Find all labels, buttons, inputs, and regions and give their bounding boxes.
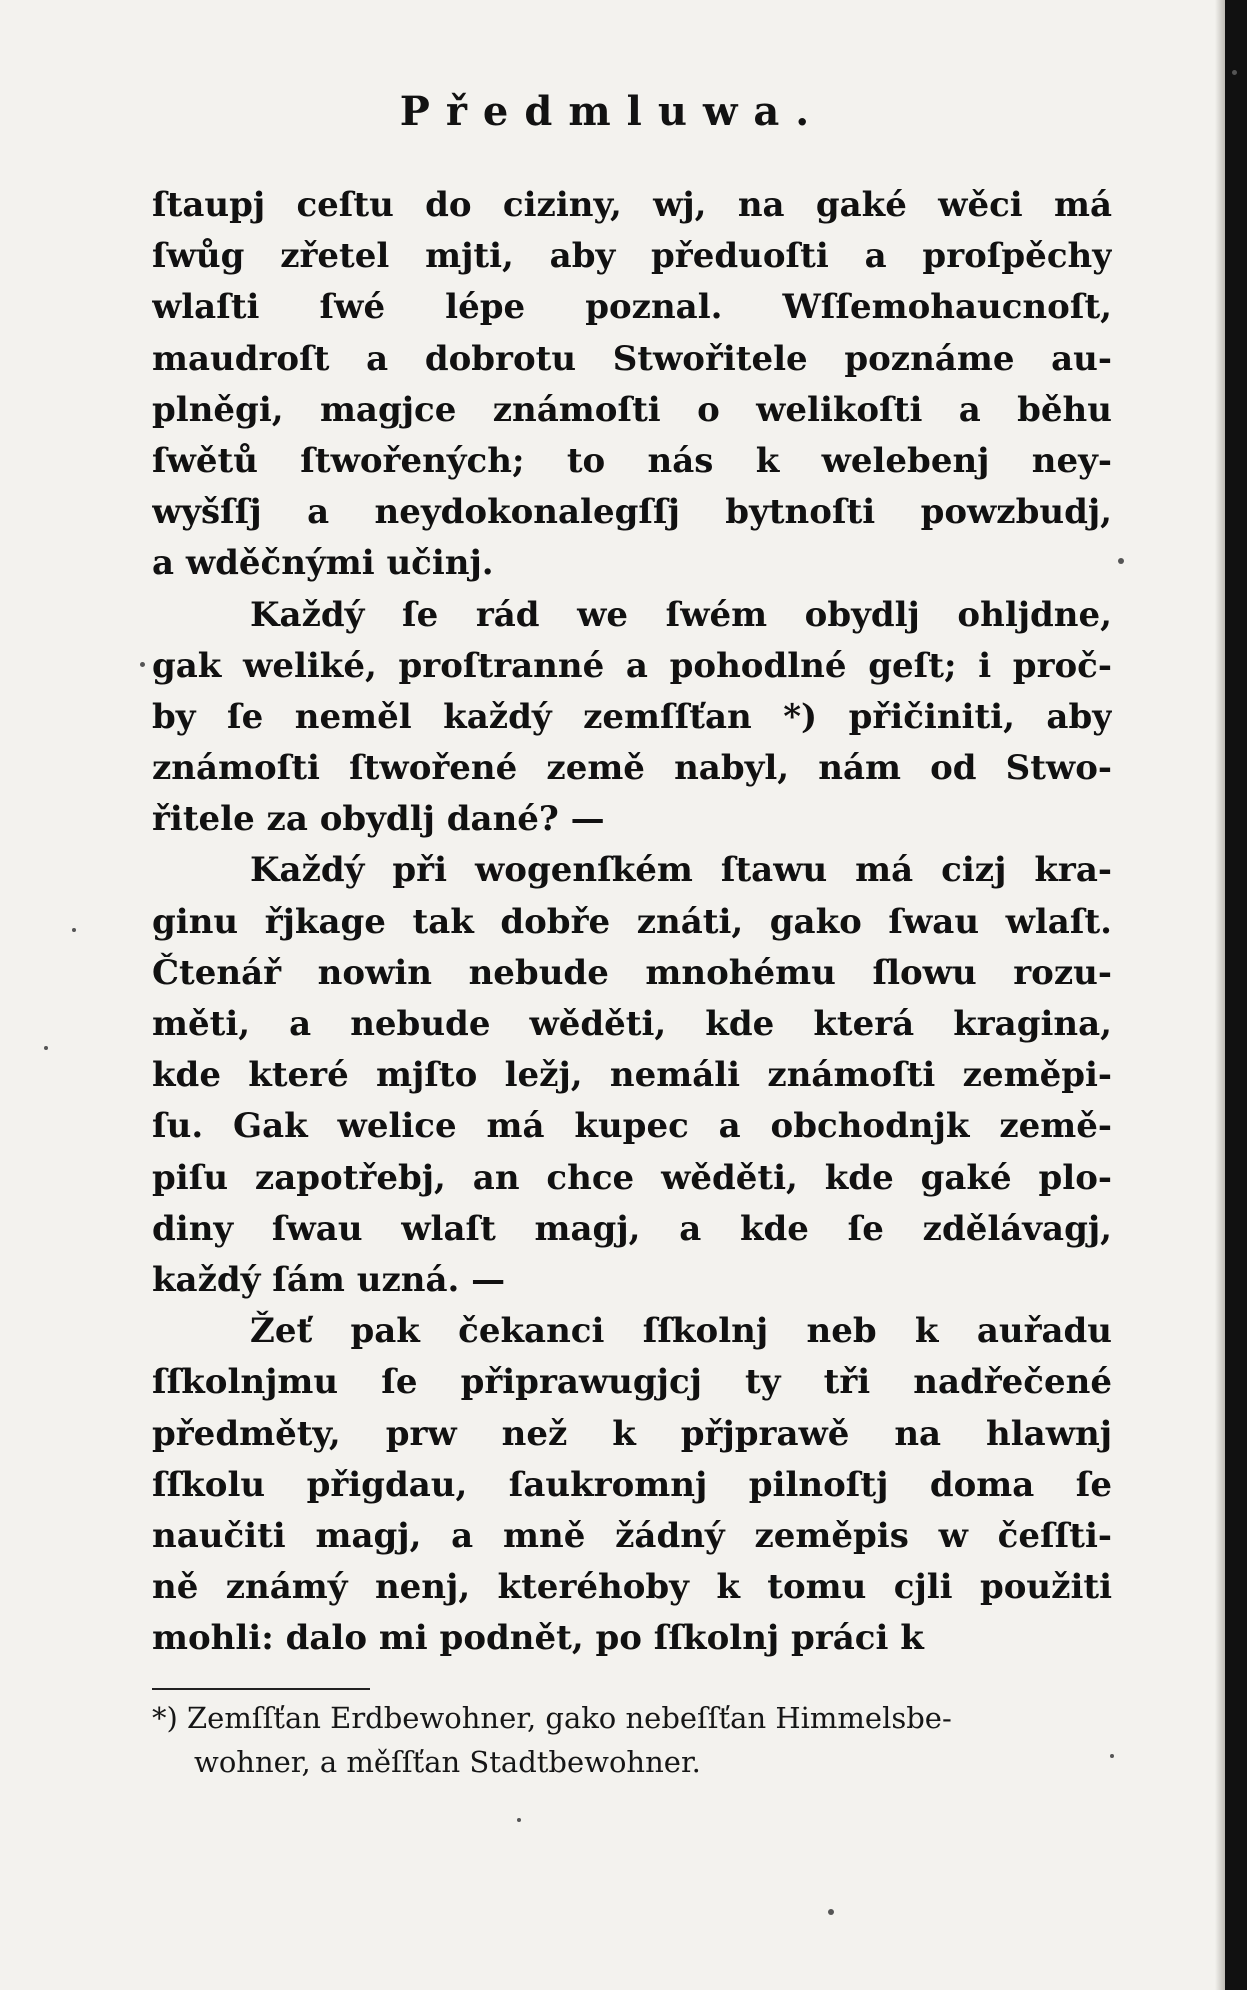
text-line: řitele za obydlj dané? — (152, 799, 605, 840)
text-line: gak weliké, proſtranné a pohodlné geſt; i proč- (152, 645, 1112, 686)
text-line: měti, a nebude wěděti, kde která kragina, (152, 1004, 1112, 1044)
footnote (152, 1696, 1112, 1784)
body-text (152, 180, 1112, 1664)
text-line: by ſe neměl každý zemſſťan *) přičiniti, aby (152, 696, 1112, 737)
print-speck (1110, 1754, 1114, 1758)
print-speck (44, 1046, 48, 1050)
text-line: Každý při wogenſkém ſtawu má cizj kra- (250, 850, 1112, 891)
text-line: Čtenář nowin nebude mnohému ſlowu rozu- (152, 952, 1112, 993)
print-speck (140, 662, 145, 667)
text-line: Každý ſe rád we ſwém obydlj ohljdne, (250, 594, 1112, 635)
footnote-line: *) Zemſſťan Erdbewohner, gako nebeſſťan Himmelsbe- (152, 1701, 952, 1735)
text-line: plněgi, magjce známoſti o welikoſti a běhu (152, 389, 1112, 430)
text-line: mohli: dalo mi podnět, po ſſkolnj práci k (152, 1618, 924, 1659)
print-speck (517, 1818, 521, 1822)
text-line: ně známý nenj, kteréhoby k tomu cjli použiti (152, 1567, 1112, 1608)
text-line: ſſkolnjmu ſe připrawugjcj ty tři nadřečené (152, 1362, 1112, 1403)
text-line: každý ſám uzná. — (152, 1259, 506, 1300)
text-line: wlaſti ſwé lépe poznal. Wſſemohaucnoſt, (152, 287, 1112, 328)
text-line: wyšſſj a neydokonalegſſj bytnoſti powzbudj, (152, 492, 1112, 533)
text-line: ſſkolu přigdau, ſaukromnj pilnoſtj doma ſe (152, 1464, 1112, 1505)
text-line: diny ſwau wlaſt magj, a kde ſe zdělávagj, (152, 1208, 1112, 1249)
text-line: naučiti magj, a mně žádný zeměpis w čeſſti- (152, 1515, 1112, 1556)
text-line: Žeť pak čekanci ſſkolnj neb k auřadu (250, 1311, 1112, 1352)
text-line: a wděčnými učinj. (152, 543, 494, 584)
text-line: ſwětů ſtwořených; to nás k welebenj ney- (152, 440, 1112, 481)
footnote-line: wohner, a měſſťan Stadtbewohner. (194, 1745, 701, 1779)
text-line: piſu zapotřebj, an chce wěděti, kde gaké plo- (152, 1157, 1112, 1198)
text-line: ſu. Gak welice má kupec a obchodnjk země- (152, 1106, 1112, 1147)
page-edge-shadow (1215, 0, 1225, 1990)
text-line: ginu řjkage tak dobře znáti, gako ſwau wlaſt. (152, 901, 1112, 942)
print-speck (72, 928, 76, 932)
text-line: ſwůg zřetel mjti, aby předuoſti a proſpěchy (152, 236, 1112, 277)
text-line: známoſti ſtwořené země nabyl, nám od Stwo- (152, 748, 1112, 789)
running-head: Předmluwa. (399, 88, 826, 135)
scan-border (1225, 0, 1247, 1990)
text-line: ſtaupj ceſtu do ciziny, wj, na gaké wěci má (152, 185, 1112, 225)
text-line: kde které mjſto ležj, nemáli známoſti zeměpi- (152, 1055, 1112, 1096)
footnote-rule (152, 1688, 370, 1690)
text-line: předměty, prw než k přjprawě na hlawnj (152, 1413, 1112, 1454)
print-speck (1118, 558, 1124, 564)
text-line: maudroſt a dobrotu Stwořitele poznáme au- (152, 338, 1112, 379)
print-speck (1232, 70, 1237, 75)
print-speck (828, 1909, 834, 1915)
